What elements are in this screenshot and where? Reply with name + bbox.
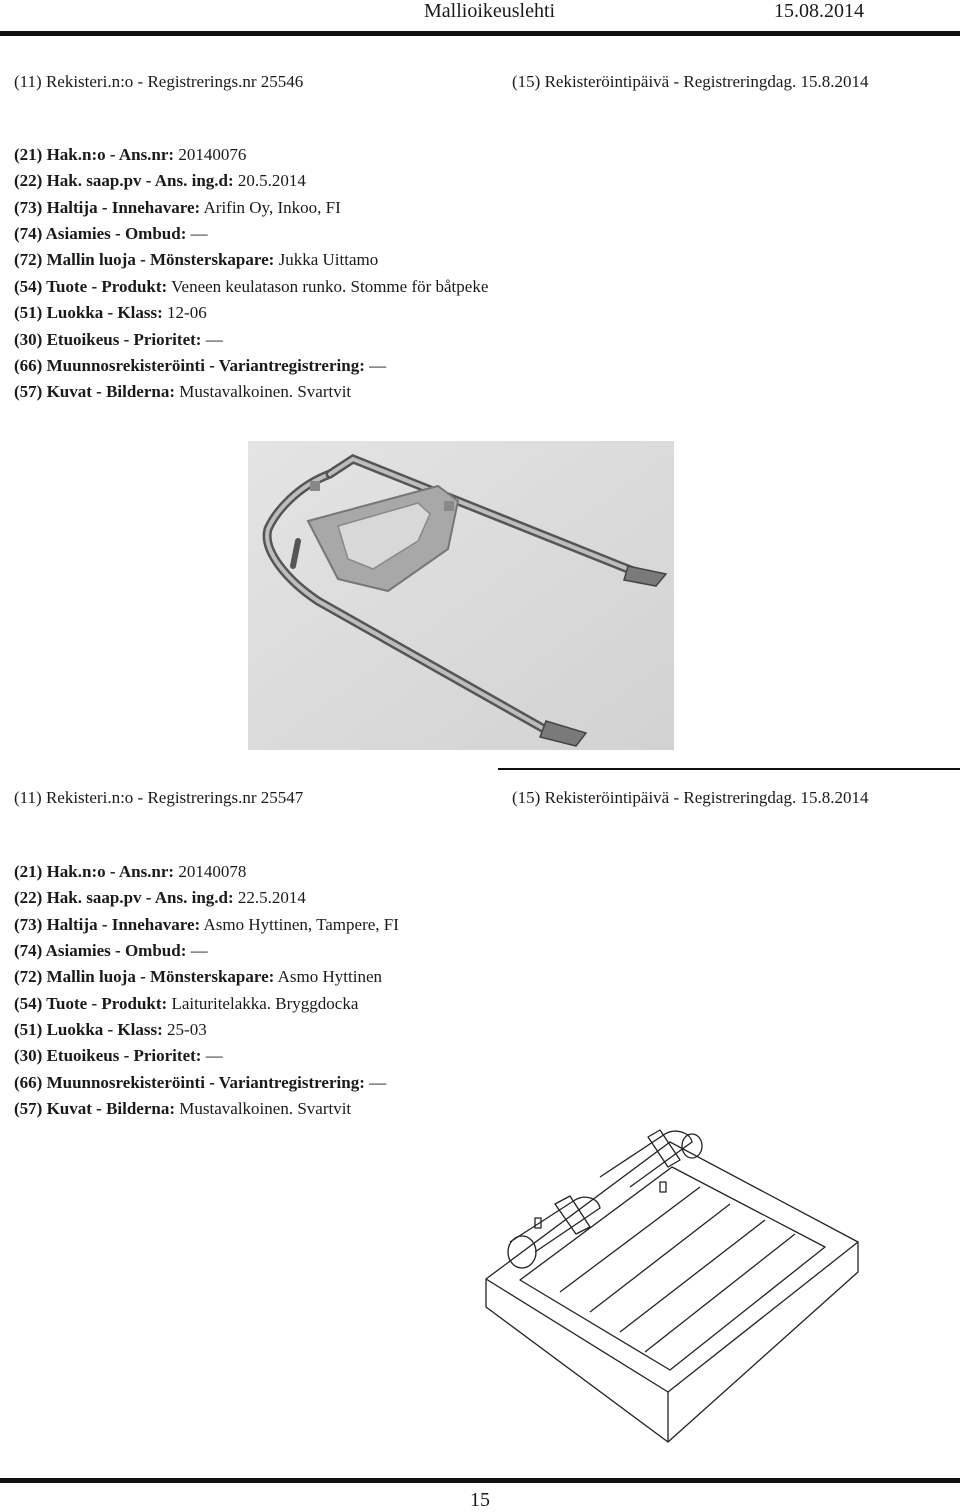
field-value: 12-06 — [162, 303, 207, 322]
bottom-rule — [0, 1478, 960, 1483]
field-label: (73) Haltija - Innehavare: — [14, 198, 201, 217]
field-value: — — [201, 330, 223, 349]
field-value: 20140076 — [174, 145, 247, 164]
field-holder — [14, 915, 399, 935]
field-class — [14, 303, 207, 323]
field-label: (22) Hak. saap.pv - Ans. ing.d: — [14, 888, 234, 907]
field-class — [14, 1020, 207, 1040]
field-value: — — [364, 356, 387, 375]
field-value: 20140078 — [174, 862, 247, 881]
field-label: (72) Mallin luoja - Mönsterskapare: — [14, 967, 275, 986]
entry-separator — [498, 768, 960, 770]
field-label: (54) Tuote - Produkt: — [14, 994, 168, 1013]
field-value: Mustavalkoinen. Svartvit — [175, 382, 352, 401]
field-label: (51) Luokka - Klass: — [14, 1020, 163, 1039]
field-holder — [14, 198, 341, 218]
registration-number: (11) Rekisteri.n:o - Registrerings.nr 25546 — [14, 72, 304, 91]
field-label: (30) Etuoikeus - Prioritet: — [14, 330, 202, 349]
field-application-number — [14, 145, 246, 165]
field-agent — [14, 941, 208, 961]
publication-date: 15.08.2014 — [774, 0, 864, 22]
field-label: (30) Etuoikeus - Prioritet: — [14, 1046, 202, 1065]
field-product — [14, 277, 488, 297]
field-label: (73) Haltija - Innehavare: — [14, 915, 201, 934]
field-value: — — [186, 941, 208, 960]
field-variant-registration — [14, 356, 386, 376]
field-value: Asmo Hyttinen — [274, 967, 383, 986]
field-label: (66) Muunnosrekisteröinti - Variantregistrering: — [14, 1073, 365, 1092]
field-value: — — [186, 224, 208, 243]
field-value: — — [201, 1046, 223, 1065]
field-value: Arifin Oy, Inkoo, FI — [200, 198, 341, 217]
field-product — [14, 994, 358, 1014]
field-priority — [14, 330, 223, 350]
field-priority — [14, 1046, 223, 1066]
field-filing-date — [14, 888, 306, 908]
field-label: (54) Tuote - Produkt: — [14, 277, 168, 296]
field-label: (74) Asiamies - Ombud: — [14, 224, 187, 243]
field-value: 25-03 — [162, 1020, 207, 1039]
field-images — [14, 382, 351, 402]
dock-cradle-drawing — [480, 1112, 860, 1455]
field-label: (74) Asiamies - Ombud: — [14, 941, 187, 960]
field-label: (72) Mallin luoja - Mönsterskapare: — [14, 250, 275, 269]
field-value: Mustavalkoinen. Svartvit — [175, 1099, 352, 1118]
field-application-number — [14, 862, 246, 882]
field-label: (57) Kuvat - Bilderna: — [14, 382, 176, 401]
field-images — [14, 1099, 351, 1119]
field-value: — — [364, 1073, 387, 1092]
field-label: (66) Muunnosrekisteröinti - Variantregistrering: — [14, 356, 365, 375]
top-rule — [0, 31, 960, 36]
field-filing-date — [14, 171, 306, 191]
publication-title: Mallioikeuslehti — [424, 0, 556, 22]
registration-number: (11) Rekisteri.n:o - Registrerings.nr 25547 — [14, 788, 304, 807]
field-value: Asmo Hyttinen, Tampere, FI — [200, 915, 399, 934]
registration-date: (15) Rekisteröintipäivä - Registreringdag. 15.8.2014 — [512, 72, 869, 91]
field-label: (22) Hak. saap.pv - Ans. ing.d: — [14, 171, 234, 190]
registration-date: (15) Rekisteröintipäivä - Registreringdag. 15.8.2014 — [512, 788, 869, 807]
boat-frame-photo — [248, 441, 674, 750]
field-label: (21) Hak.n:o - Ans.nr: — [14, 145, 175, 164]
page-number: 15 — [470, 1489, 490, 1511]
field-value: 22.5.2014 — [233, 888, 306, 907]
field-agent — [14, 224, 208, 244]
field-value: Veneen keulatason runko. Stomme för båtpeke — [167, 277, 489, 296]
field-value: 20.5.2014 — [233, 171, 306, 190]
field-designer — [14, 967, 382, 987]
field-label: (57) Kuvat - Bilderna: — [14, 1099, 176, 1118]
field-value: Jukka Uittamo — [274, 250, 379, 269]
field-designer — [14, 250, 378, 270]
field-variant-registration — [14, 1073, 386, 1093]
field-value: Laituritelakka. Bryggdocka — [167, 994, 359, 1013]
field-label: (51) Luokka - Klass: — [14, 303, 163, 322]
field-label: (21) Hak.n:o - Ans.nr: — [14, 862, 175, 881]
